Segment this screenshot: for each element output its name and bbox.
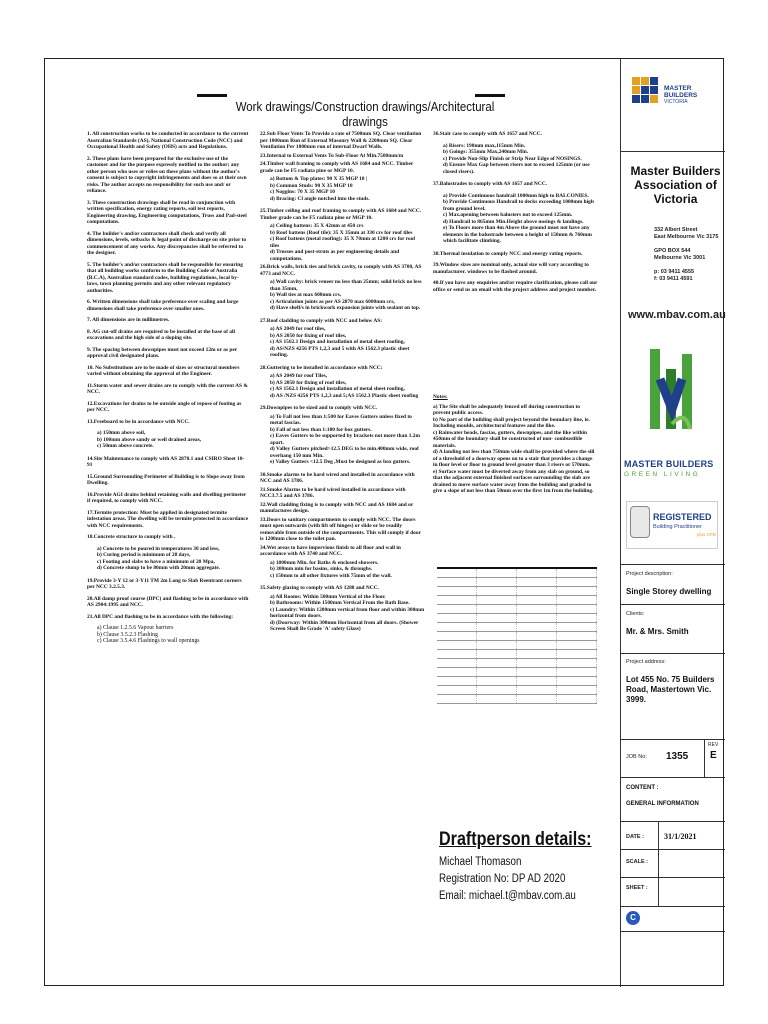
clients: Mr. & Mrs. Smith bbox=[626, 627, 689, 636]
note-item: 13.Freeboard to be in accordance with NCC. bbox=[87, 418, 190, 425]
table-cell bbox=[517, 668, 557, 676]
table-cell bbox=[437, 614, 477, 622]
note-item: 18.Concrete structure to comply with . bbox=[87, 534, 176, 540]
table-cell bbox=[437, 578, 477, 586]
note-item: 40.If you have any enquiries and/or require clarification, please call our office or send us an email with the project address and project number. bbox=[433, 280, 598, 293]
table-cell bbox=[477, 632, 517, 640]
table-cell bbox=[517, 614, 557, 622]
table-cell bbox=[517, 695, 557, 703]
sub-item: c) Eaves Gutters to be supported by brackets not more than 1.2m apart. bbox=[270, 433, 420, 446]
note-item: 29.Downpipes to be sized and to comply with NCC. bbox=[260, 405, 378, 411]
sub-item: b) Bathrooms: Within 1500mm Vertical From the Bath Base. bbox=[270, 600, 410, 606]
note-item: 27.Roof cladding to comply with NCC and below AS: bbox=[260, 317, 383, 324]
table-cell bbox=[557, 578, 597, 586]
sub-item: a) Ceiling battens: 35 X 42mm at 450 crs bbox=[270, 223, 364, 229]
draft-email[interactable]: Email: michael.t@mbav.com.au bbox=[439, 890, 576, 902]
note-item: 16.Provide AGI drains behind retaining walls and dwelling perimeter if required, to comply with NCC. bbox=[87, 491, 247, 504]
table-row bbox=[437, 650, 597, 659]
sub-item: b) AS 2050 for fixing of roof tiles, bbox=[270, 379, 347, 386]
title-decor-line bbox=[197, 94, 227, 97]
table-cell bbox=[437, 650, 477, 658]
notes-column-3 bbox=[433, 131, 598, 298]
note-item: 35.Safety glazing to comply with AS 1288 and NCC. bbox=[260, 585, 379, 591]
note-item: 39.Window sizes are nominal only, actual size will vary according to manufacturer. windows to be flashed around. bbox=[433, 262, 589, 275]
note-item: 12.Excavations for drains to be outside angle of repose of footing as per NCC. bbox=[87, 400, 242, 413]
green-sub: GREEN LIVING bbox=[624, 471, 701, 478]
table-cell bbox=[437, 677, 477, 685]
table-cell bbox=[437, 569, 477, 577]
table-cell bbox=[557, 632, 597, 640]
draftperson-details bbox=[439, 829, 639, 902]
address-line: 332 Albert Street bbox=[654, 227, 698, 233]
sub-item: d) (Doorway: Within 300mm Horizontal from all doors. (Shower Screen Shall Be Grade 'A' safety Glass) bbox=[270, 619, 419, 632]
sub-item: a) All Rooms: Within 500mm Vertical of the Floor. bbox=[270, 593, 386, 600]
sub-item: a) Risers: 190mm max,115mm Min. bbox=[443, 142, 526, 149]
table-row bbox=[437, 605, 597, 614]
table-row bbox=[437, 641, 597, 650]
reg-sub: Building Practitioner bbox=[653, 524, 702, 530]
sub-item: e) To Floors more than 4m Above the ground must not have any elements in the balustrade between a height of 150mm & 760mm which facilitate climbing. bbox=[443, 225, 592, 244]
seal-icon bbox=[630, 506, 650, 538]
sub-item: b) Clause 3.5.2.3 Flashing bbox=[97, 631, 158, 638]
table-cell bbox=[557, 605, 597, 613]
table-cell bbox=[477, 578, 517, 586]
sub-item: a) Concrete to be poured in temperatures 30 and less, bbox=[97, 545, 220, 552]
table-cell bbox=[437, 668, 477, 676]
green-title: MASTER BUILDERS bbox=[624, 459, 714, 469]
reg-tag: plus CPD bbox=[697, 532, 717, 537]
table-cell bbox=[517, 605, 557, 613]
note-item: 25.Timber ceiling and roof framing to comply with AS 1684 and NCC. Timber grade can be F5 radiata pine or MGP 10. bbox=[260, 208, 421, 221]
logo-line: MASTER bbox=[664, 85, 692, 92]
table-cell bbox=[517, 569, 557, 577]
table-cell bbox=[517, 587, 557, 595]
sub-item: a) Bottom & Top plates: 90 X 35 MGP 10 | bbox=[270, 176, 368, 182]
table-cell bbox=[517, 623, 557, 631]
sub-item: c) 50mm above concrete. bbox=[97, 443, 154, 449]
revision-table bbox=[437, 567, 597, 717]
general-notes bbox=[433, 394, 598, 495]
note-item: 38.Thermal insulation to comply NCC and energy rating reports. bbox=[433, 250, 583, 257]
note-item: 1. All construction works to be conducted in accordance to the current Australian Standards (AS), National Construction Code (NCC) and Occupational Health and Safety (OHS) acts and Regulations. bbox=[87, 131, 249, 150]
table-cell bbox=[557, 569, 597, 577]
table-cell bbox=[517, 659, 557, 667]
draft-name: Michael Thomason bbox=[439, 856, 522, 868]
table-cell bbox=[517, 650, 557, 658]
note-item: 20.All damp proof course (DPC) and flashing to be in accordance with AS 2904:1995 and NCC. bbox=[87, 595, 249, 608]
note-item: 14.Site Maintenance to comply with AS 2870.1 and CSIRO Sheet 10-91 bbox=[87, 455, 245, 468]
note-item: 26.Brick walls, brick ties and brick cavity, to comply with AS 3700, AS 4773 and NCC. bbox=[260, 264, 422, 277]
sub-item: a) 1800mm Min. for Baths & enclosed showers. bbox=[270, 559, 379, 566]
rev-label: REV bbox=[708, 742, 719, 748]
address-line: Melbourne Vic 3001 bbox=[654, 255, 706, 261]
sub-item: c) Rainwater heads, fascias, gutters, downpipes, and the like within 450mm of the boundary shall be constructed of non- combustible materials. bbox=[433, 429, 587, 449]
table-cell bbox=[557, 668, 597, 676]
table-cell bbox=[437, 695, 477, 703]
content: GENERAL INFORMATION bbox=[626, 801, 699, 807]
note-item: 3. These construction drawings shall be read in conjunction with written specification, energy rating reports, soil test reports, Engineering drawing, Engineering computations, Truss and Pad-steel computations. bbox=[87, 199, 247, 225]
table-row bbox=[437, 614, 597, 623]
table-cell bbox=[477, 641, 517, 649]
table-cell bbox=[557, 659, 597, 667]
sub-item: a) Clause 1.2.5.6 Vapour barriers bbox=[97, 625, 174, 631]
table-row bbox=[437, 686, 597, 695]
table-cell bbox=[477, 695, 517, 703]
sub-item: a) Wall cavity: brick veneer no less than 25mm; solid brick no less than 35mm, bbox=[270, 279, 422, 292]
sub-item: c) Noggins: 70 X 35 MGP 10 bbox=[270, 189, 335, 195]
table-row bbox=[437, 695, 597, 704]
sub-item: a) 150mm above soil, bbox=[97, 430, 146, 436]
note-item: 11.Storm water and sewer drains are to comply with the current AS & NCC. bbox=[87, 382, 248, 395]
job-number: 1355 bbox=[666, 751, 689, 762]
table-cell bbox=[517, 596, 557, 604]
table-cell bbox=[477, 623, 517, 631]
note-item: 37.Balustrades to comply with AS 1657 and NCC. bbox=[433, 181, 547, 187]
table-cell bbox=[557, 677, 597, 685]
table-cell bbox=[477, 614, 517, 622]
page-title: Work drawings/Construction drawings/Architectural drawings bbox=[235, 99, 495, 129]
note-item: 32.Wall cladding fixing is to comply with NCC and AS 1684 and or manufactures design. bbox=[260, 501, 414, 514]
address-line: GPO BOX 544 bbox=[654, 248, 691, 254]
address-line: f: 03 9411 4591 bbox=[654, 276, 693, 282]
logo-line: BUILDERS bbox=[664, 92, 698, 99]
sub-item: d) Handrail to 865mm Min.Height above nosings & landings. bbox=[443, 218, 584, 225]
table-cell bbox=[477, 659, 517, 667]
sub-item: c) AS 1562.1 Design and installation of metal sheet roofing, bbox=[270, 386, 405, 392]
notes-column-1 bbox=[87, 131, 249, 645]
note-item: 8. AG cut-off drains are required to be installed at the base of all excavations and the high side of a sloping site. bbox=[87, 328, 235, 341]
table-cell bbox=[437, 587, 477, 595]
sub-item: c) AS 1562.1 Design and installation of metal sheet roofing, bbox=[270, 339, 405, 345]
table-cell bbox=[437, 641, 477, 649]
sub-item: a) To Fall not less than 1:500 for Eaves Gutters unless fixed to metal fascias. bbox=[270, 413, 412, 426]
table-row bbox=[437, 587, 597, 596]
draft-title: Draftperson details: bbox=[439, 829, 592, 850]
table-row bbox=[437, 677, 597, 686]
table-cell bbox=[477, 650, 517, 658]
sub-item: b) 300mm min for basins, sinks, & throughs. bbox=[270, 566, 373, 572]
sub-item: c) Max.opening between balusters not to exceed 125mm. bbox=[443, 212, 573, 218]
content-label: CONTENT : bbox=[626, 785, 659, 791]
project-desc: Single Storey dwelling bbox=[626, 587, 712, 596]
sub-item: b) Provide Continuous Handrail to decks exceeding 1000mm high from ground level. bbox=[443, 199, 594, 212]
reg-title: REGISTERED bbox=[653, 512, 712, 522]
table-cell bbox=[517, 578, 557, 586]
table-row bbox=[437, 596, 597, 605]
table-cell bbox=[557, 695, 597, 703]
note-item: 15.Ground Surrounding Perimeter of Building is to Slope away from Dwelling. bbox=[87, 473, 245, 486]
note-item: 34.Wet areas to have impervious finish to all floor and wall in accordance with AS 3740 and NCC. bbox=[260, 544, 401, 557]
sub-item: c) Articulation joints as per AS 2870 max 6000mm crs, bbox=[270, 298, 395, 305]
address-line: East Melbourne Vic 3175 bbox=[654, 234, 719, 240]
sub-item: d) Ensure Max Gap between risers not to exceed 125mm (or use closed risers). bbox=[443, 162, 590, 175]
table-cell bbox=[517, 632, 557, 640]
sub-item: b) Fall of not less than 1:100 for box gutters. bbox=[270, 426, 372, 433]
sub-item: d) Have shelf/s in brickwork expansion joints with sealant on top. bbox=[270, 305, 421, 311]
sub-item: a) The Site shall be adequately fenced off during construction to prevent public access. bbox=[433, 403, 580, 416]
table-row bbox=[437, 659, 597, 668]
table-cell bbox=[557, 650, 597, 658]
table-cell bbox=[557, 623, 597, 631]
note-item: 21.All DPC and flashing to be in accordance with the following: bbox=[87, 613, 233, 620]
scale-label: SCALE : bbox=[626, 859, 648, 865]
project-address: Lot 455 No. 75 Builders Road, Mastertown Vic. 3999. bbox=[626, 675, 715, 704]
sub-item: c) 150mm to all other fixtures with 75mm of the wall. bbox=[270, 572, 392, 579]
sub-item: c) Provide Non-Slip Finish or Strip Near Edge of NOSINGS. bbox=[443, 155, 582, 162]
table-cell bbox=[437, 632, 477, 640]
association-name: Master Builders Association of Victoria bbox=[630, 164, 721, 206]
revision: E bbox=[710, 750, 717, 761]
table-cell bbox=[557, 686, 597, 694]
note-item: 24.Timber wall framing to comply with AS 1684 and NCC. Timber grade can be F5 radiata pine or MGP 10. bbox=[260, 161, 414, 174]
table-cell bbox=[477, 587, 517, 595]
address-line bbox=[654, 241, 718, 248]
note-item: 7. All dimensions are in millimetres. bbox=[87, 317, 170, 323]
sub-item: d) Valley Gutters pitched>12.5 DEG to be min.400mm wide, roof overhang 150 mm Min. bbox=[270, 446, 419, 459]
note-item: 30.Smoke alarms to be hard wired and installed in accordance with NCC and AS 3786. bbox=[260, 471, 415, 484]
job-label: JOB No: bbox=[626, 754, 647, 760]
sub-item: d) Bracing: Cl angle notched into the studs. bbox=[270, 195, 370, 202]
draft-registration: Registration No: DP AD 2020 bbox=[439, 873, 566, 885]
sub-item: b) No part of the building shall project beyond the boundary line, ie. Including moulds, architectural features and the like. bbox=[433, 416, 590, 429]
title-block bbox=[620, 59, 725, 987]
table-row bbox=[437, 668, 597, 677]
sub-item: c) Footing and slabs to have a minimum of 20 Mpa, bbox=[97, 558, 215, 565]
date: 31/1/2021 bbox=[664, 832, 697, 841]
table-cell bbox=[557, 614, 597, 622]
sub-item: d) Concrete slump to be 80mm with 20mm aggregate. bbox=[97, 565, 221, 571]
address-label: Project address: bbox=[626, 659, 666, 665]
sub-item: a) AS 2049 for roof Tiles, bbox=[270, 373, 328, 379]
logo-sub: VICTORIA bbox=[664, 99, 688, 105]
address-line: p: 03 9411 4555 bbox=[654, 269, 695, 275]
copyright-icon: C bbox=[626, 911, 640, 925]
note-item: 36.Stair case to comply with AS 1657 and NCC. bbox=[433, 131, 542, 137]
table-cell bbox=[437, 596, 477, 604]
note-item: 2. These plans have been prepared for the exclusive use of the customer and for the purpose expressly notified to the author; any other person who uses or relies on these plans without the author's consent is subject to copyright infringements and does so at their own risks. The author accepts no responsibility for such use and/ or reliance. bbox=[87, 155, 247, 194]
note-item: 33.Doors to sanitary compartments to comply with NCC. The doors must open outwards (with lift off hinges) or slide or be readily removable from outside of the compartments. This will comply if door is 1200mm close to the toilet pan. bbox=[260, 516, 421, 542]
table-cell bbox=[477, 596, 517, 604]
note-item: 5. The builder's and/or contractors shall be responsible for ensuring that all building works conform to the Building Code of Australia (B.C.A), Australian standard codes, building regulations, local by-laws, town planning permits and any other relevant regulatory authorities. bbox=[87, 261, 243, 294]
sub-item: b) Goings: 355mm Max,240mm Min. bbox=[443, 149, 529, 155]
table-cell bbox=[477, 605, 517, 613]
sheet-label: SHEET : bbox=[626, 885, 648, 891]
logo-grid-icon bbox=[632, 77, 660, 109]
sub-item: d) Trusses and post-struts as per engineering details and computations. bbox=[270, 249, 400, 262]
table-cell bbox=[437, 686, 477, 694]
sub-item: d) AS /NZS 4256 PTS 1,2,3 and 5;AS 1562.3 Plastic sheet roofing bbox=[270, 392, 419, 399]
registered-practitioner-badge bbox=[626, 501, 718, 549]
table-cell bbox=[557, 587, 597, 595]
note-item: 28.Guttering to be installed in accordance with NCC: bbox=[260, 364, 383, 371]
table-cell bbox=[517, 686, 557, 694]
note-item: 23.Internal to External Vents To Sub-Floor At Min.7500mm/m bbox=[260, 152, 404, 159]
note-item: 19.Provide 3-Y 12 or 3-Y11 TM 2m Long to Slab Reentrant corners per NCC 3.2.5.3. bbox=[87, 577, 242, 590]
sub-item: c) Laundry: Within 1200mm vertical from floor and within 300mm horizontal from doors. bbox=[270, 606, 425, 619]
drawing-sheet bbox=[44, 58, 724, 986]
table-cell bbox=[477, 677, 517, 685]
sub-item: b) Roof battens (Roof tile): 35 X 35mm at 330 crs for roof tiles bbox=[270, 229, 413, 236]
note-item: 22.Sub Floor Vents To Provide a rate of 7500mm SQ. Clear ventilation per 1000mm Run of External Masonry Wall & 2200mm SQ. Clear Ventilation Per 1000mm run of internal Dwarf Walls. bbox=[260, 131, 422, 150]
note-item: 31.Smoke Alarms to be hard wired installed in accordance with NCC3.7.5 and AS 3786. bbox=[260, 486, 406, 499]
clients-label: Clients: bbox=[626, 611, 645, 617]
sub-item: b) Curing period is minimum of 28 days, bbox=[97, 552, 191, 558]
note-item: 4. The builder's and/or contractors shall check and verify all dimensions, levels, setbacks & legal point of discharge on site prior to commencement of any works. Any discrepancies shall be referred to the designer. bbox=[87, 230, 247, 256]
date-label: DATE : bbox=[626, 834, 644, 840]
table-row bbox=[437, 569, 597, 578]
association-address bbox=[654, 227, 718, 283]
title-decor-line bbox=[475, 94, 505, 97]
website-link[interactable]: www.mbav.com.au bbox=[628, 309, 726, 321]
master-builders-logo bbox=[632, 69, 712, 119]
table-cell bbox=[437, 623, 477, 631]
table-row bbox=[437, 623, 597, 632]
sub-item: d) A landing not less than 750mm wide shall be provided where the sill of a threshold of a doorway opens on to a stair that provides a change in floor level or floor to ground level greater than 3 risers or 570mm. bbox=[433, 449, 595, 468]
address-line bbox=[654, 262, 718, 269]
table-cell bbox=[437, 605, 477, 613]
note-item: 6. Written dimensions shall take preference over scaling and large dimensions shall take preference over smaller ones. bbox=[87, 299, 239, 312]
sub-item: d) AS/NZS 4256 PTS 1,2,3 and 5 with AS 1562.3 plastic sheet roofing. bbox=[270, 345, 410, 358]
sub-item: c) Roof battens (metal roofing): 35 X 70mm at 1200 crs for roof tiles bbox=[270, 236, 416, 249]
sub-item: b) Wall ties at max 600mm crs, bbox=[270, 292, 342, 298]
table-row bbox=[437, 632, 597, 641]
notes-column-2 bbox=[260, 131, 425, 633]
sub-item: c) Clause 3.5.4.6 Flashings to wall openings bbox=[97, 638, 200, 644]
sub-item: a) AS 2049 for roof tiles, bbox=[270, 326, 326, 332]
table-row bbox=[437, 578, 597, 587]
note-item: 10. No Substitutions are to be made of sizes or structural members varied without obtaining the approval of the Engineer. bbox=[87, 364, 240, 377]
notes-heading: Notes: bbox=[433, 394, 448, 400]
table-cell bbox=[557, 641, 597, 649]
sub-item: b) 100mm above sandy or well drained areas, bbox=[97, 436, 202, 443]
note-item: 9. The spacing between downpipes must not exceed 12m or as per approval civil designated plans. bbox=[87, 346, 238, 359]
table-cell bbox=[477, 668, 517, 676]
sub-item: b) Common Studs: 90 X 35 MGP 10 bbox=[270, 182, 353, 189]
table-cell bbox=[477, 686, 517, 694]
project-desc-label: Project description: bbox=[626, 571, 673, 577]
sub-item: b) AS 2050 for fixing of roof tiles, bbox=[270, 332, 347, 339]
table-cell bbox=[437, 659, 477, 667]
table-cell bbox=[517, 641, 557, 649]
table-cell bbox=[517, 677, 557, 685]
table-cell bbox=[477, 569, 517, 577]
sub-item: e) Valley Gutters <12.5 Deg ,Must be designed as box gutters. bbox=[270, 459, 411, 465]
note-item: 17.Termite protection: Must be applied in designated termite infestation areas. The dwelling will be termite protected in accordance with NCC requirements. bbox=[87, 509, 249, 529]
sub-item: e) Surface water must be diverted away from any slab on ground, so that the adjacent external finished surfaces surrounding the slab are drained to move surface water away from the building and graded to give a slope of not less than 50mm over the first 1m from the building. bbox=[433, 468, 594, 494]
sub-item: a) Provide Continuous handrail 1000mm high to BALCONIES. bbox=[443, 192, 589, 199]
table-cell bbox=[557, 596, 597, 604]
